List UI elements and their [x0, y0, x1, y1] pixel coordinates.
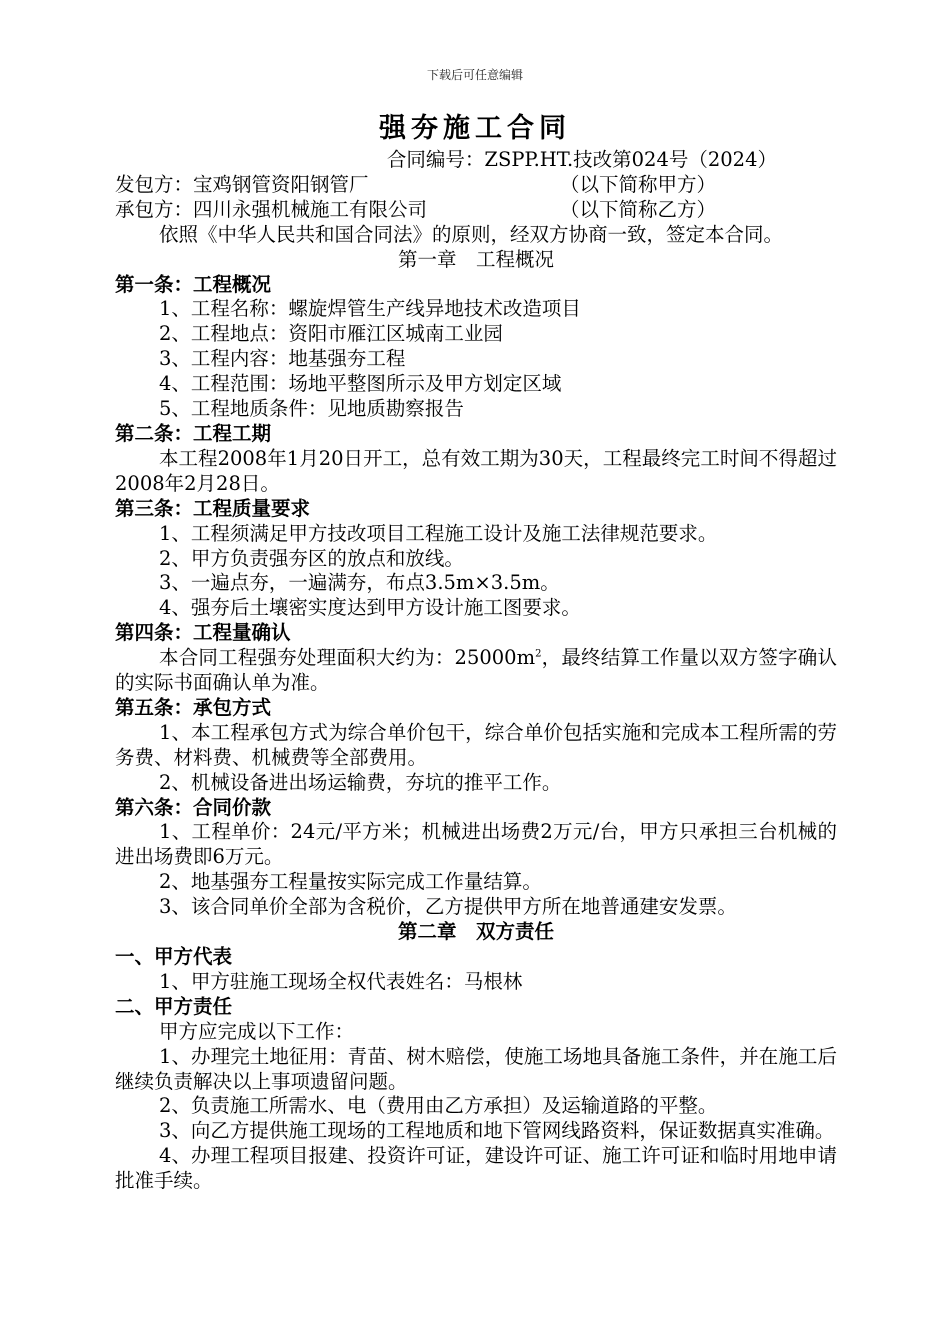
list-item: 2、机械设备进出场运输费，夯坑的推平工作。	[159, 770, 562, 794]
article-heading: 第一条：工程概况	[115, 272, 272, 296]
article-heading: 第三条：工程质量要求	[115, 496, 311, 520]
list-item: 4、工程范围：场地平整图所示及甲方划定区域	[159, 372, 562, 396]
area-text: 本合同工程强夯处理面积大约为：25000m	[159, 646, 536, 670]
list-item: 2、甲方负责强夯区的放点和放线。	[159, 546, 464, 570]
party-employer	[115, 173, 837, 198]
list-item: 3、一遍点夯，一遍满夯，布点3.5m×3.5m。	[159, 571, 560, 595]
article-heading: 第二条：工程工期	[115, 421, 272, 445]
header-note: 下载后可任意编辑	[426, 68, 523, 82]
area-text-rest: ，最终结算工作量以双方签字确认的实际书面确认单为准。	[115, 646, 837, 695]
section-heading: 二、甲方责任	[115, 994, 233, 1018]
paragraph: 1、办理完土地征用：青苗、树木赔偿，使施工场地具备施工条件，并在施工后继续负责解决以上事项遗留问题。	[115, 1044, 837, 1093]
list-item: 2、地基强夯工程量按实际完成工作量结算。	[159, 870, 542, 894]
party-alias: （以下简称乙方）	[560, 197, 717, 221]
paragraph: 甲方应完成以下工作：	[159, 1019, 355, 1043]
article-heading: 第五条：承包方式	[115, 695, 272, 719]
paragraph: 1、工程单价：24元/平方米；机械进出场费2万元/台，甲方只承担三台机械的进出场费即6万元。	[115, 820, 837, 869]
paragraph	[115, 646, 837, 696]
list-item: 2、负责施工所需水、电（费用由乙方承担）及运输道路的平整。	[159, 1094, 718, 1118]
party-name: 承包方：四川永强机械施工有限公司	[115, 197, 428, 221]
contract-body	[115, 148, 837, 1194]
party-alias: （以下简称甲方）	[560, 172, 717, 196]
list-item: 1、工程须满足甲方技改项目工程施工设计及施工法律规范要求。	[159, 521, 718, 545]
area-unit-exponent: 2	[535, 648, 542, 660]
section-heading: 一、甲方代表	[115, 945, 233, 968]
contract-number: 合同编号：ZSPP.HT.技改第024号（2024）	[386, 148, 777, 171]
party-name: 发包方：宝鸡钢管资阳钢管厂	[115, 172, 369, 196]
list-item: 4、强夯后土壤密实度达到甲方设计施工图要求。	[159, 596, 581, 620]
contract-title: 强夯施工合同	[379, 113, 571, 144]
list-item: 1、工程名称：螺旋焊管生产线异地技术改造项目	[159, 297, 581, 321]
party-contractor	[115, 198, 837, 223]
paragraph: 1、本工程承包方式为综合单价包干，综合单价包括实施和完成本工程所需的劳务费、材料费、机械费等全部费用。	[115, 720, 837, 769]
chapter-title: 第二章 双方责任	[397, 920, 554, 944]
list-item: 5、工程地质条件：见地质勘察报告	[159, 397, 464, 421]
paragraph: 本工程2008年1月20日开工，总有效工期为30天，工程最终完工时间不得超过2008年2月28日。	[115, 446, 837, 495]
list-item: 3、工程内容：地基强夯工程	[159, 347, 406, 371]
paragraph: 4、办理工程项目报建、投资许可证，建设许可证、施工许可证和临时用地申请批准手续。	[115, 1144, 837, 1193]
chapter-title: 第一章 工程概况	[397, 247, 554, 271]
preamble: 依照《中华人民共和国合同法》的原则，经双方协商一致，签定本合同。	[159, 222, 784, 246]
article-heading: 第六条：合同价款	[115, 795, 272, 819]
paragraph: 3、向乙方提供施工现场的工程地质和地下管网线路资料，保证数据真实准确。	[159, 1119, 835, 1143]
list-item: 2、工程地点：资阳市雁江区城南工业园	[159, 322, 503, 346]
list-item: 3、该合同单价全部为含税价，乙方提供甲方所在地普通建安发票。	[159, 895, 737, 919]
article-heading: 第四条：工程量确认	[115, 621, 291, 645]
list-item: 1、甲方驻施工现场全权代表姓名：马根林	[159, 969, 523, 993]
